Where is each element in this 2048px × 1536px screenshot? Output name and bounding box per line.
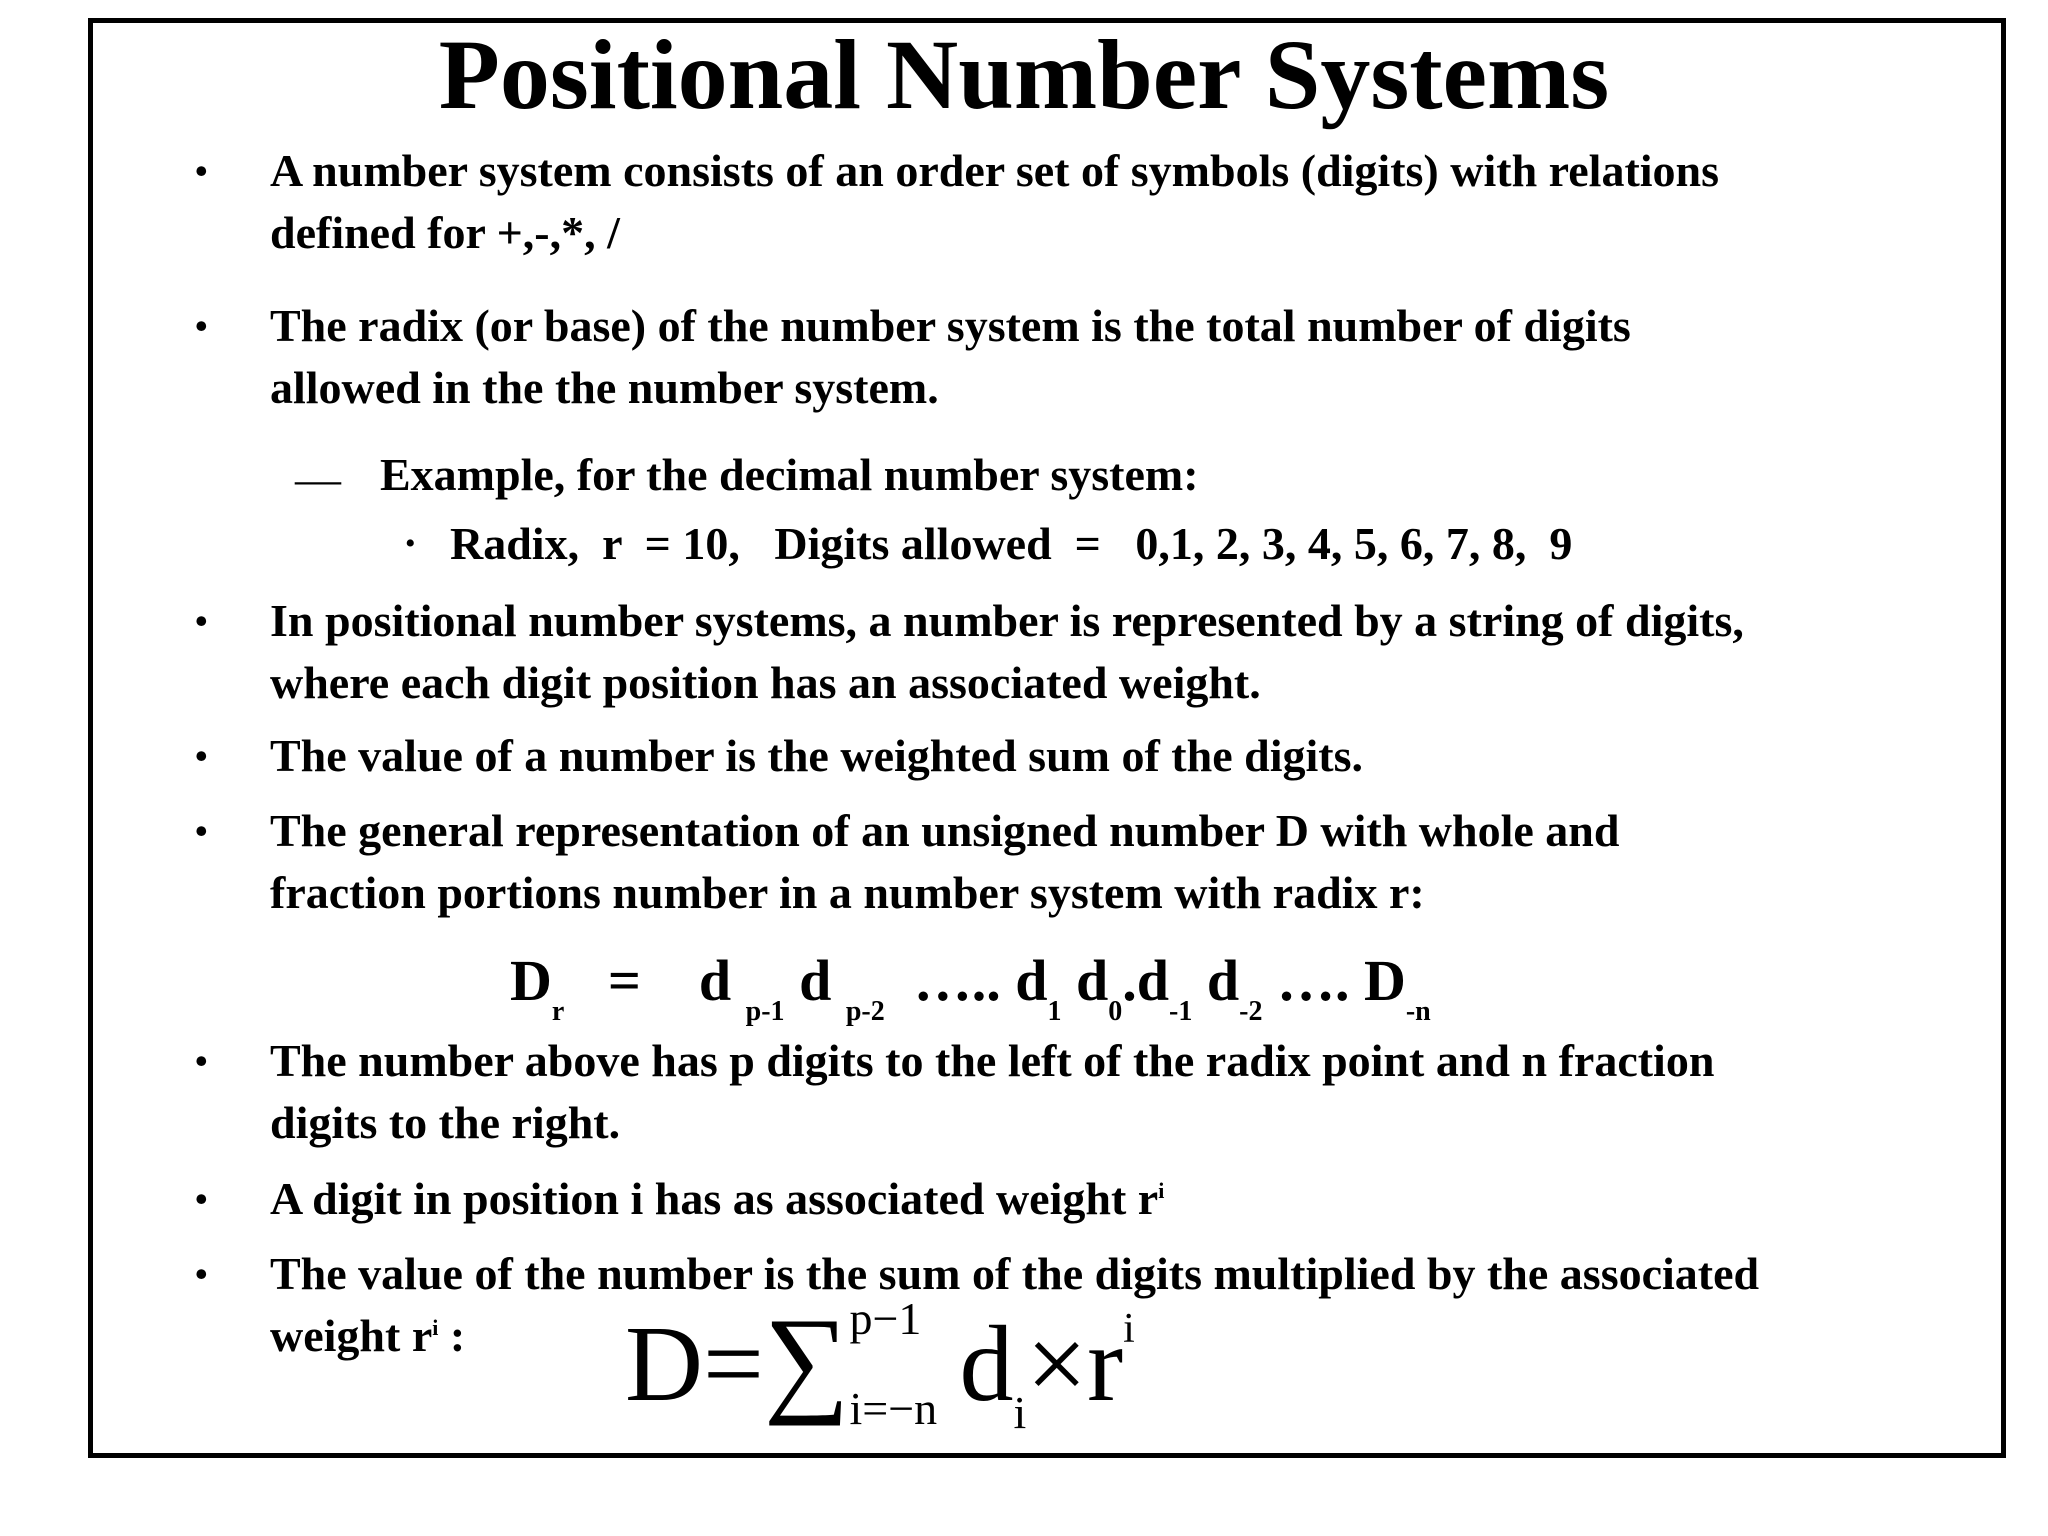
bullet-glyph: • (195, 736, 208, 776)
example-detail: Radix, r = 10, Digits allowed = 0,1, 2, 3, 4, 5, 6, 7, 8, 9 (450, 518, 1573, 569)
bullet-text-line: where each digit position has an associated weight. (270, 657, 1261, 708)
lower-limit: i=−n (849, 1383, 938, 1434)
bullet-radix-definition (195, 295, 1970, 419)
bullet-glyph: • (195, 1254, 208, 1294)
bullet-text: weight r (270, 1310, 433, 1361)
formula-term: d (799, 948, 832, 1013)
formula-term: ….. d (913, 948, 1048, 1013)
bullet-text-line: The radix (or base) of the number system is the total number of digits (270, 300, 1631, 351)
slide-title: Positional Number Systems (438, 19, 1610, 130)
bullet-text-line (270, 1168, 1970, 1238)
formula-subscript: p-1 (745, 996, 785, 1027)
formula-subscript: p-2 (845, 996, 885, 1027)
bullet-glyph: • (405, 527, 416, 560)
bullet-left-right-digits (195, 1030, 1970, 1154)
formula-subscript: r (551, 996, 565, 1027)
formula-superscript: i (1123, 1306, 1135, 1352)
formula-equals: = (607, 948, 641, 1013)
upper-limit: p−1 (849, 1293, 922, 1344)
formula-subscript: -2 (1239, 996, 1263, 1027)
bullet-text-line: The general representation of an unsigned number D with whole and (270, 805, 1620, 856)
general-representation-formula (510, 945, 1431, 1028)
bullet-number-system-definition (195, 140, 1970, 264)
formula-term: D (510, 948, 552, 1013)
bullet-text: : (438, 1310, 466, 1361)
bullet-glyph: • (195, 1041, 208, 1081)
example-label: Example, for the decimal number system: (380, 449, 1199, 500)
superscript: i (1158, 1178, 1165, 1203)
times-symbol: × (1026, 1305, 1088, 1424)
bullet-text-line: allowed in the the number system. (270, 362, 939, 413)
bullet-glyph: • (195, 151, 208, 191)
bullet-glyph: • (195, 1179, 208, 1219)
bullet-text-line: A number system consists of an order set of symbols (digits) with relations (270, 145, 1720, 196)
bullet-digit-weight (195, 1168, 1970, 1238)
formula-subscript: -n (1405, 996, 1431, 1027)
formula-term: d (959, 1305, 1014, 1424)
bullet-text-line: The number above has p digits to the left of the radix point and n fraction (270, 1035, 1715, 1086)
bullet-weighted-sum (195, 725, 1970, 787)
formula-term: d (1206, 948, 1240, 1013)
bullet-general-representation (195, 800, 1970, 924)
bullet-glyph: • (195, 306, 208, 346)
sub-item-dash: — (295, 453, 341, 504)
sum-formula (625, 1293, 1135, 1447)
formula-term: …. D (1276, 948, 1406, 1013)
formula-subscript: -1 (1169, 996, 1193, 1027)
formula-term: d (698, 948, 732, 1013)
formula-term: d (1076, 948, 1109, 1013)
summation-limits (849, 1293, 959, 1434)
bullet-glyph: • (195, 811, 208, 851)
formula-subscript: 0 (1108, 996, 1123, 1027)
formula-term: r (1087, 1305, 1124, 1424)
bullet-text-line: digits to the right. (270, 1097, 621, 1148)
bullet-text-line: defined for +,-,*, / (270, 207, 620, 258)
bullet-glyph: • (195, 601, 208, 641)
superscript: i (432, 1315, 439, 1340)
formula-equals: = (703, 1305, 764, 1424)
formula-term: .d (1122, 948, 1170, 1013)
bullet-positional-representation (195, 590, 1970, 714)
bullet-text-line: In positional number systems, a number is represented by a string of digits, (270, 595, 1744, 646)
bullet-text: A digit in position i has as associated weight r (270, 1173, 1159, 1224)
formula-term: D (625, 1305, 703, 1424)
bullet-text-line: The value of the number is the sum of the digits multiplied by the associated (270, 1248, 1760, 1299)
bullet-text-line: The value of a number is the weighted sum of the digits. (270, 730, 1363, 781)
formula-subscript: 1 (1047, 996, 1062, 1027)
sigma-symbol: ∑ (763, 1293, 850, 1426)
bullet-text-line: fraction portions number in a number system with radix r: (270, 867, 1425, 918)
formula-subscript: i (1013, 1387, 1027, 1438)
